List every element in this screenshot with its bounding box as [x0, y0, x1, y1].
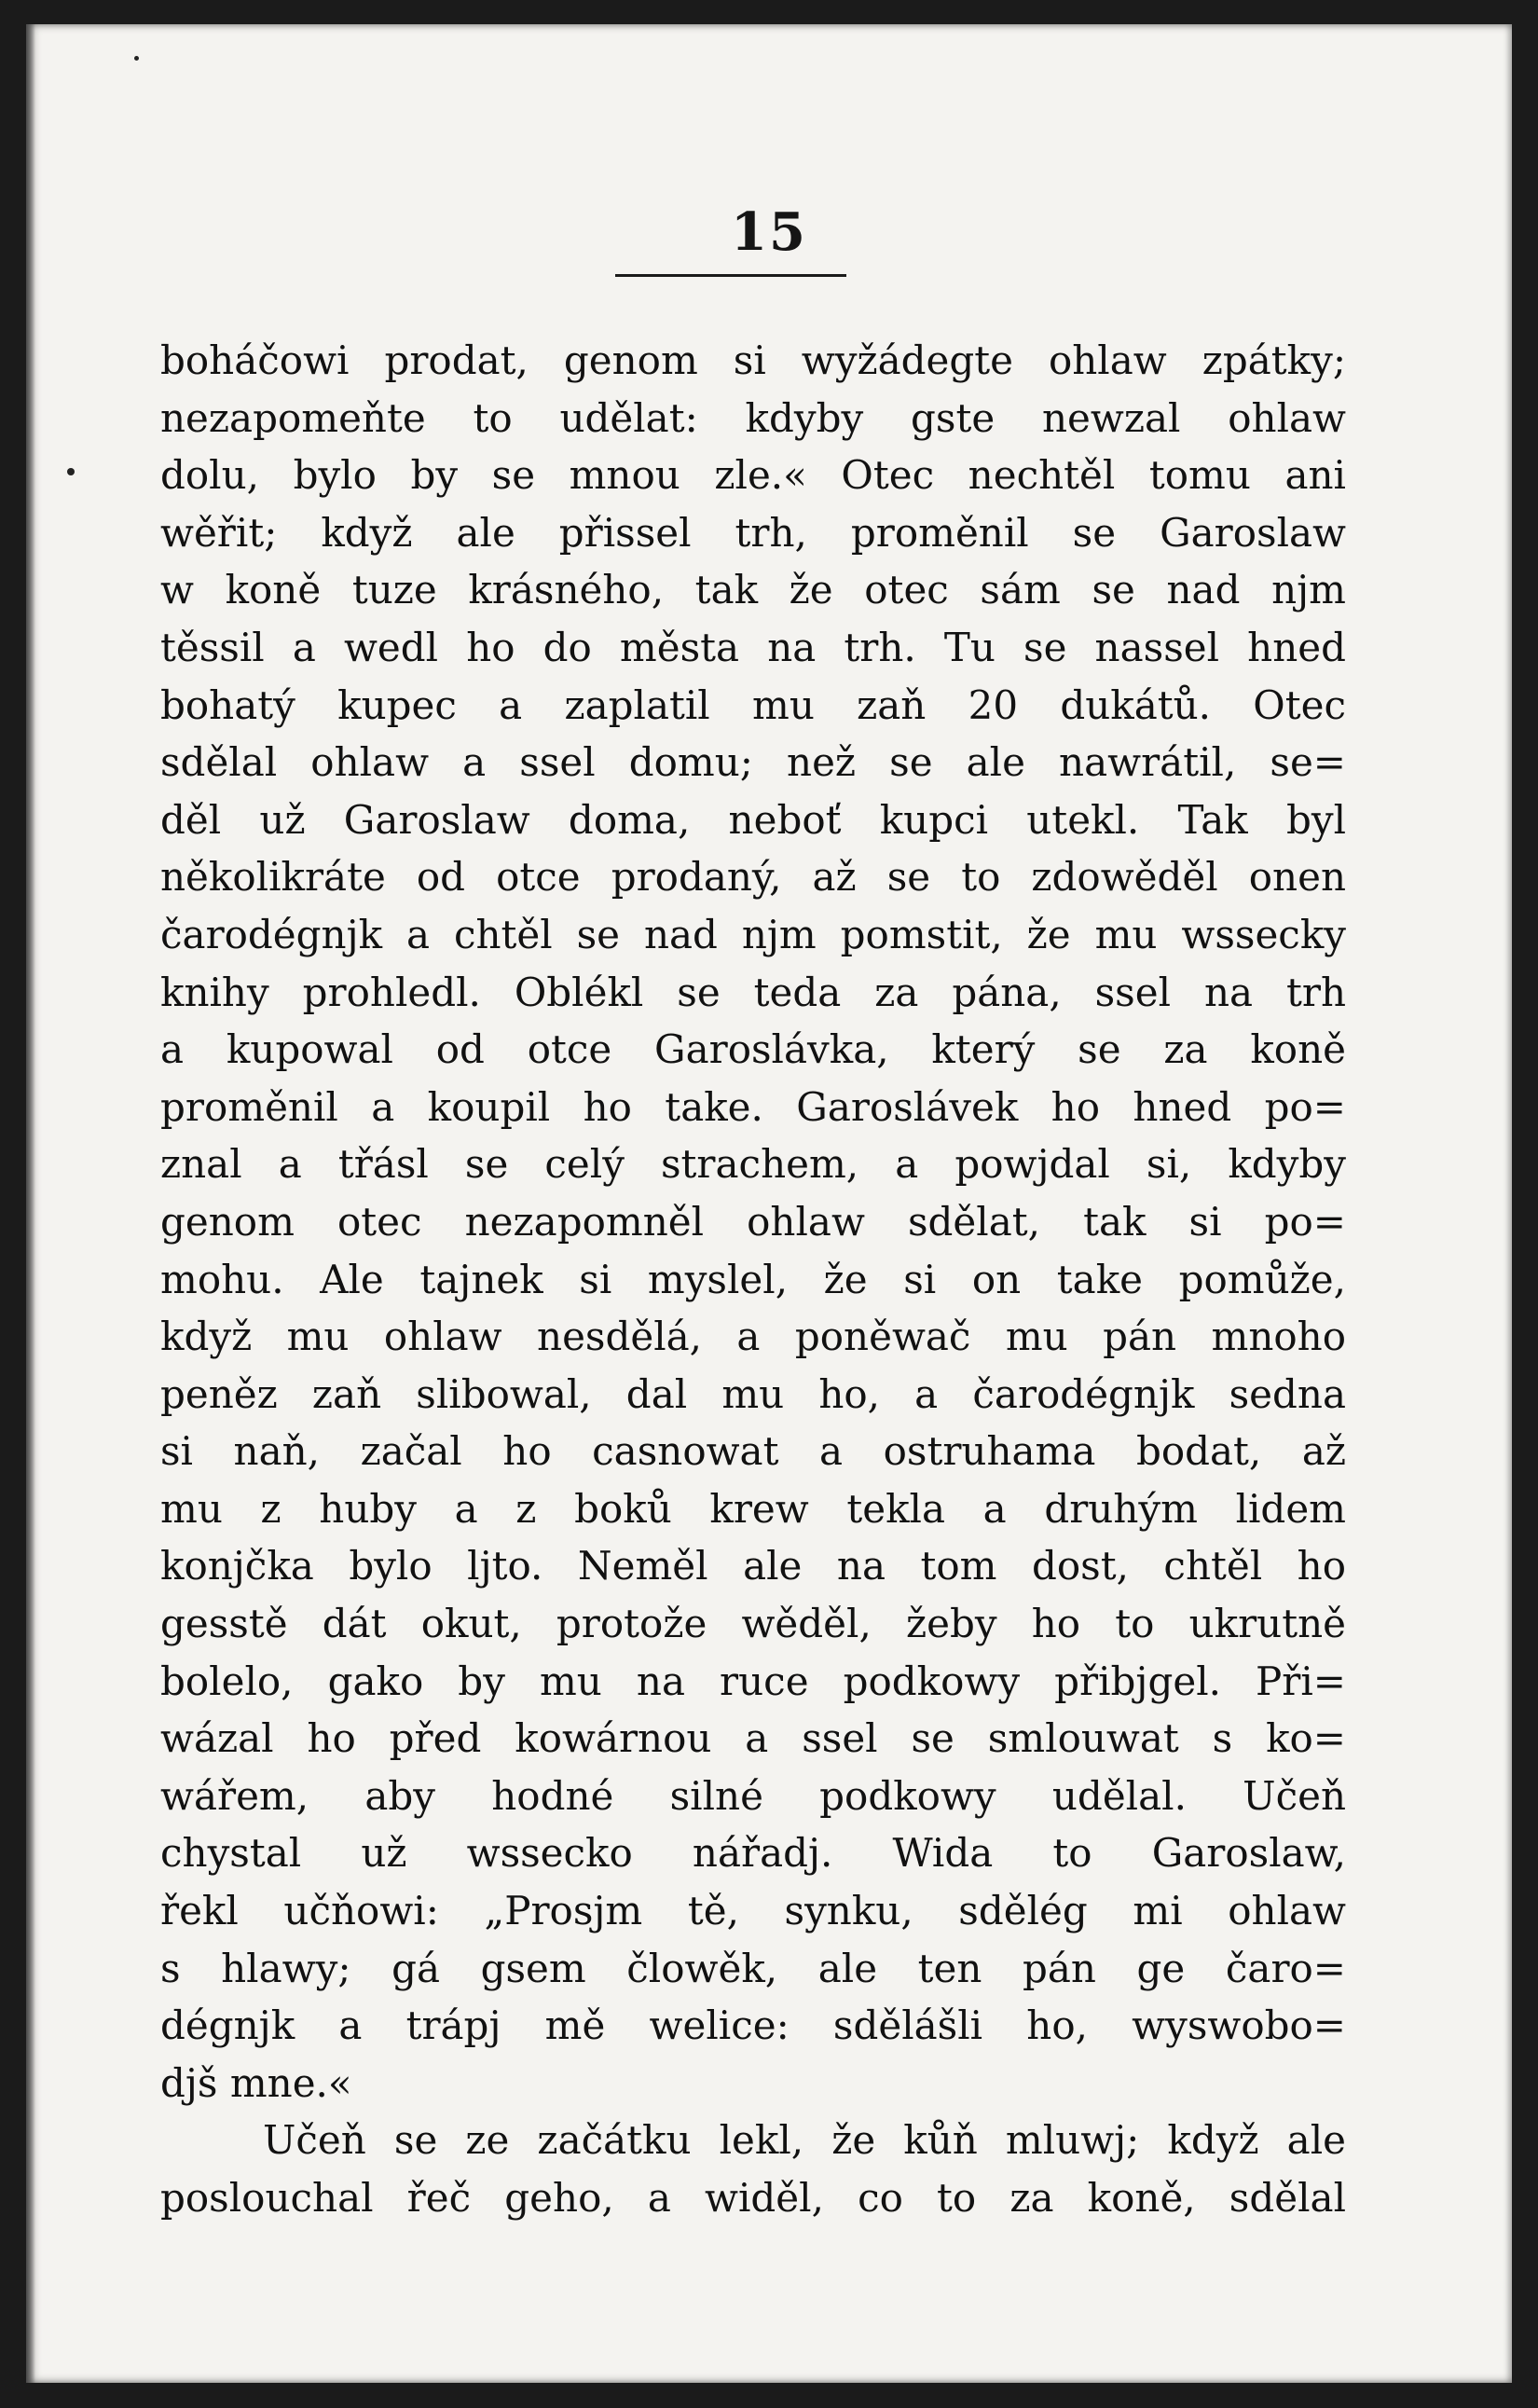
text-line: těssil a wedl ho do města na trh. Tu se nassel hned	[160, 624, 1346, 670]
text-line: děl už Garoslaw doma, neboť kupci utekl. Tak byl	[160, 796, 1346, 843]
text-line: mu z huby a z boků krew tekla a druhým lidem	[160, 1485, 1346, 1532]
text-line: několikráte od otce prodaný, až se to zdowěděl onen	[160, 854, 1346, 901]
text-line: peněz zaň slibowal, dal mu ho, a čarodégnjk sedna	[160, 1370, 1346, 1417]
text-line: bolelo, gako by mu na ruce podkowy přibjgel. Při=	[160, 1658, 1346, 1704]
text-line: sdělal ohlaw a ssel domu; než se ale nawrátil, se=	[160, 739, 1346, 786]
header-rule	[615, 274, 846, 277]
text-line: si naň, začal ho casnowat a ostruhama bodat, až	[160, 1428, 1346, 1475]
text-line: s hlawy; gá gsem člowěk, ale ten pán ge čaro=	[160, 1945, 1346, 1991]
text-line: w koně tuze krásného, tak že otec sám se nad njm	[160, 567, 1346, 613]
text-line: dégnjk a trápj mě welice: sdělášli ho, wyswobo=	[160, 2002, 1346, 2049]
text-line: wěřit; když ale přissel trh, proměnil se Garoslaw	[160, 509, 1346, 556]
paper-speck	[67, 468, 75, 475]
paper-speck	[134, 56, 139, 61]
text-line: wázal ho před kowárnou a ssel se smlouwat s ko=	[160, 1715, 1346, 1762]
page-number: 15	[731, 201, 807, 263]
text-line: bohatý kupec a zaplatil mu zaň 20 dukátů. Otec	[160, 681, 1346, 728]
text-line: gesstě dát okut, protože wěděl, žeby ho to ukrutně	[160, 1601, 1346, 1647]
book-page	[26, 24, 1512, 2383]
text-line: knihy prohledl. Oblékl se teda za pána, ssel na trh	[160, 969, 1346, 1015]
text-line: když mu ohlaw nesdělá, a poněwač mu pán mnoho	[160, 1314, 1346, 1360]
text-line: poslouchal řeč geho, a widěl, co to za koně, sdělal	[160, 2175, 1346, 2221]
text-line: Učeň se ze začátku lekl, že kůň mluwj; když ale	[263, 2117, 1346, 2164]
text-line: proměnil a koupil ho take. Garoslávek ho hned po=	[160, 1083, 1346, 1130]
text-line: nezapomeňte to udělat: kdyby gste newzal ohlaw	[160, 394, 1346, 441]
text-line: znal a třásl se celý strachem, a powjdal si, kdyby	[160, 1141, 1346, 1188]
text-line: genom otec nezapomněl ohlaw sdělat, tak si po=	[160, 1198, 1346, 1245]
text-line: čarodégnjk a chtěl se nad njm pomstit, že mu wssecky	[160, 911, 1346, 957]
text-line: chystal už wssecko nářadj. Wida to Garoslaw,	[160, 1830, 1346, 1877]
page-spine-shadow	[26, 24, 35, 2383]
text-line: mohu. Ale tajnek si myslel, že si on take pomůže,	[160, 1256, 1346, 1302]
body-text	[160, 332, 1346, 2227]
text-line: boháčowi prodat, genom si wyžádegte ohlaw zpátky;	[160, 337, 1346, 383]
text-line: wářem, aby hodné silné podkowy udělal. Učeň	[160, 1772, 1346, 1819]
text-line: dolu, bylo by se mnou zle.« Otec nechtěl tomu ani	[160, 452, 1346, 499]
text-line: djš mne.«	[160, 2059, 352, 2106]
text-line: a kupowal od otce Garoslávka, který se za koně	[160, 1026, 1346, 1073]
text-line: řekl učňowi: „Prosjm tě, synku, sdělég mi ohlaw	[160, 1888, 1346, 1934]
text-line: konjčka bylo ljto. Neměl ale na tom dost, chtěl ho	[160, 1543, 1346, 1589]
